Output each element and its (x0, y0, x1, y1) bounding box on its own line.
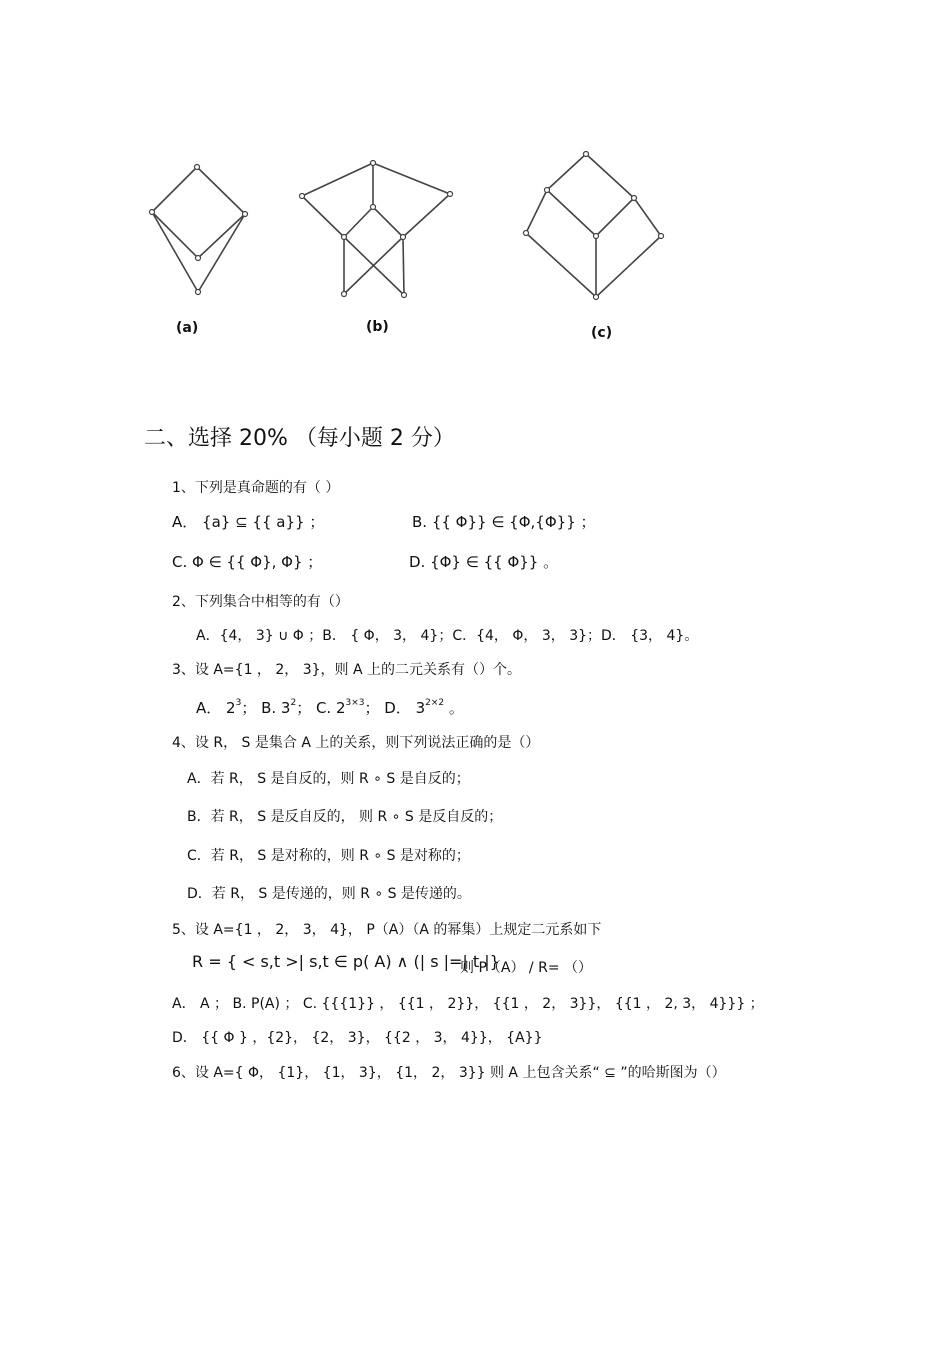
question-3-option-a: A． 2 (196, 699, 236, 717)
question-3-option-a-exponent: 3 (235, 698, 242, 708)
question-1-stem: 1、下列是真命题的有（ ） (172, 480, 340, 496)
question-1-option-c: C. Φ ∈ {{ Φ}, Φ} ； (172, 553, 323, 571)
question-4-option-a: A．若 R， S 是自反的，则 R ∘ S 是自反的； (187, 771, 470, 787)
hasse-diagram-c (524, 152, 664, 300)
question-5-options-abc: A． A ； B. P(A) ； C. {{{1}} ， {{1 ， 2}}， {{1 ， 2， 3}}， {{1 ， 2, 3， 4}}} ； (172, 996, 764, 1012)
question-3-option-b-exponent: 2 (290, 698, 297, 708)
question-3-option-b: ； B. 3 (241, 699, 291, 717)
question-2-stem: 2、下列集合中相等的有（） (172, 594, 349, 610)
question-3-option-c: ； C. 2 (296, 699, 346, 717)
question-4-option-d: D．若 R， S 是传递的，则 R ∘ S 是传递的。 (187, 886, 471, 902)
diagram-label-a: (a) (176, 320, 199, 336)
hasse-diagrams (0, 0, 950, 340)
question-4-stem: 4、设 R， S 是集合 A 上的关系，则下列说法正确的是（） (172, 735, 540, 751)
question-6-stem: 6、设 A={ Φ， {1}， {1， 3}， {1， 2， 3}} 则 A 上包含关系“ ⊆ ”的哈斯图为（） (172, 1065, 726, 1081)
question-1-option-a: A． {a} ⊆ {{ a}} ； (172, 513, 325, 531)
hasse-diagram-a (150, 165, 248, 295)
diagram-label-c: (c) (591, 325, 613, 341)
question-3-options (196, 697, 464, 718)
section-title: 二、选择 20% （每小题 2 分） (144, 426, 455, 451)
question-3-option-d: ； D． 3 (364, 699, 426, 717)
question-1-option-b: B. {{ Φ}} ∈ {Φ,{Φ}} ； (412, 513, 596, 531)
question-4-option-b: B．若 R， S 是反自反的， 则 R ∘ S 是反自反的； (187, 809, 503, 825)
question-4-option-c: C．若 R， S 是对称的，则 R ∘ S 是对称的； (187, 848, 470, 864)
question-1-option-d: D. {Φ} ∈ {{ Φ}} 。 (409, 553, 559, 571)
question-3-end: 。 (444, 699, 464, 717)
question-5-option-d: D． {{ Φ } ，{2}， {2， 3}， {{2 ， 3， 4}}， {A}} (172, 1030, 543, 1046)
hasse-diagram-b (300, 161, 453, 298)
question-3-option-d-exponent: 2×2 (425, 698, 445, 708)
question-2-options: A．{4， 3} ∪ Φ ；B． { Φ， 3， 4}；C．{4， Φ， 3， 3}；D． {3， 4}。 (196, 628, 699, 644)
question-3-stem: 3、设 A={1 ， 2， 3}，则 A 上的二元关系有（）个。 (172, 662, 522, 678)
question-3-option-c-exponent: 3×3 (345, 698, 365, 708)
diagram-label-b: (b) (366, 319, 389, 335)
question-5-formula-tail: 则 P（A） / R= （） (460, 960, 592, 976)
question-5-stem: 5、设 A={1 ， 2， 3， 4}， P（A）（A 的幂集）上规定二元系如下 (172, 922, 602, 938)
question-5-formula: R = { < s,t >| s,t ∈ p( A) ∧ (| s |=| t |} (192, 952, 500, 971)
